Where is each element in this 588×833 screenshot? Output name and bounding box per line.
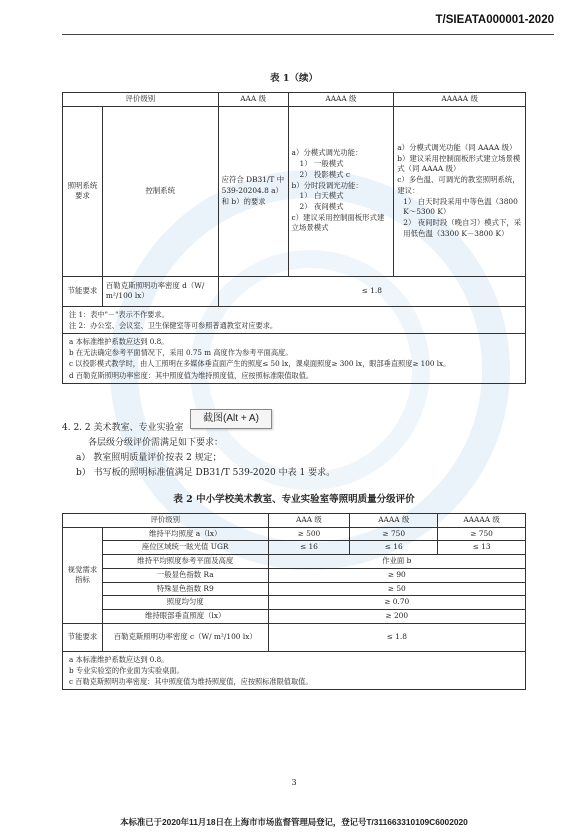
table1-item-energy: 百勒克斯照明功率密度 d（W/ m²/100 lx） xyxy=(102,276,218,306)
table1-notes: 注 1：表中"－"表示不作要求。 注 2：办公室、会议室、卫生保健室等可参照普通教室对应要求。 xyxy=(63,306,526,333)
table2-item: 维持平均照度参考平面及高度 xyxy=(102,555,268,569)
table2-cell: ≥ 50 xyxy=(268,582,525,596)
table1-group-lighting: 照明系统要求 xyxy=(63,106,103,276)
table2-item: 一般显色指数 Ra xyxy=(102,568,268,582)
table1-header-row xyxy=(63,93,526,107)
table1-head-aaa: AAA 级 xyxy=(218,93,288,107)
table1-head-aaaa: AAAA 级 xyxy=(288,93,394,107)
table1-energy-value: ≤ 1.8 xyxy=(218,276,525,306)
table2-energy-value: ≤ 1.8 xyxy=(268,623,525,651)
section-heading: 4. 2. 2 美术教室、专业实验室 xyxy=(62,423,184,433)
document-number: T/SIEATA000001-2020 xyxy=(435,14,554,26)
table2-head-aaaa: AAAA 级 xyxy=(350,514,438,528)
table2-caption: 表 2 中小学校美术教室、专业实验室等照明质量分级评价 xyxy=(173,494,415,505)
table1-head-level: 评价级别 xyxy=(63,93,219,107)
table1-head-aaaaa: AAAAA 级 xyxy=(394,93,526,107)
table2-cell: ≥ 200 xyxy=(268,610,525,624)
table2-head-aaa: AAA 级 xyxy=(268,514,350,528)
table2-cell: ≤ 16 xyxy=(268,541,350,555)
table1-item-control: 控制系统 xyxy=(102,106,218,276)
registration-footer: 本标准已于2020年11月18日在上海市市场监督管理局登记，登记号T/311663310109C6002020 xyxy=(120,817,468,827)
table2-cell: 作业面 b xyxy=(268,555,525,569)
table-row xyxy=(63,582,526,596)
table2-cell: ≥ 750 xyxy=(438,527,526,541)
table-row xyxy=(63,541,526,555)
table-row xyxy=(63,596,526,610)
table2-cell: ≤ 13 xyxy=(438,541,526,555)
table2-item: 维持眼部垂直照度（lx） xyxy=(102,610,268,624)
table-row xyxy=(63,555,526,569)
table1-control-aaa: 应符合 DB31/T 中 539-20204.8 a）和 b）的要求 xyxy=(218,106,288,276)
table1-row-control xyxy=(63,106,526,276)
table2-item: 特殊显色指数 R9 xyxy=(102,582,268,596)
table1-control-aaaaa: a）分模式调光功能（同 AAAA 级） b）建议采用控制面板形式建立场景模式（同 AAAA 级） c）多色温、可调光的教室照明系统，建议： 1） 白天时段采用中等色温（3800 K～5300 K） 2） 夜间时段（晚自习）模式下，采用低色温（3300 K－3800 K） xyxy=(394,106,526,276)
section-line-3: b） 书写板的照明标准值满足 DB31/T 539-2020 中表 1 要求。 xyxy=(76,468,336,478)
table2-header-row xyxy=(63,514,526,528)
table2-head-aaaaa: AAAAA 级 xyxy=(438,514,526,528)
section-line-1: 各层级分级评价需满足如下要求： xyxy=(88,438,224,448)
table2-row-energy xyxy=(63,623,526,651)
table2-cell: ≥ 750 xyxy=(350,527,438,541)
table2-cell: ≥ 0.70 xyxy=(268,596,525,610)
table2-item: 座位区域统一眩光值 UGR xyxy=(102,541,268,555)
table1-footnotes: a 本标准维护系数应达到 0.8。 b 在无法确定参考平面情况下，采用 0.75 m 高度作为参考平面高度。 c 以投影模式教学时，由人工照明在多媒体垂直面产生的照度≤ 50 lx，课桌面照度≥ 300 lx，眼部垂直照度≥ 100 lx。 d 百勒克斯照明功率密度：其中照度值为维持照度值，应按照标准限值取值。 xyxy=(63,334,526,384)
table2-head-level: 评价级别 xyxy=(63,514,269,528)
table1-row-energy xyxy=(63,276,526,306)
table1 xyxy=(62,92,526,384)
table1-caption: 表 1（续） xyxy=(270,73,318,84)
table-row xyxy=(63,610,526,624)
screenshot-tooltip: 截图(Alt + A) xyxy=(190,409,272,429)
table1-group-energy: 节能要求 xyxy=(63,276,103,306)
table2 xyxy=(62,513,526,690)
table1-footnotes-row xyxy=(63,334,526,384)
table2-footnotes-row xyxy=(63,651,526,689)
table2-footnotes: a 本标准维护系数应达到 0.8。 b 专业实验室的作业面为实验桌面。 c 百勒克斯照明功率密度：其中照度值为维持照度值，应按照标准限值取值。 xyxy=(63,651,526,689)
table1-control-aaaa: a）分模式调光功能： 1） 一般模式 2） 投影模式 c b）分时段调光功能： 1） 白天模式 2） 夜间模式 c）建议采用控制面板形式建立场景模式 xyxy=(288,106,394,276)
section-line-2: a） 教室照明质量评价按表 2 规定； xyxy=(76,453,222,463)
table2-item-energy: 百勒克斯照明功率密度 c（W/ m²/100 lx） xyxy=(102,623,268,651)
table2-item: 照度均匀度 xyxy=(102,596,268,610)
table2-cell: ≤ 16 xyxy=(350,541,438,555)
table2-group-visual: 视觉需求指标 xyxy=(63,527,103,623)
table2-group-energy: 节能要求 xyxy=(63,623,103,651)
page-number: 3 xyxy=(291,778,297,787)
header-rule xyxy=(62,34,554,35)
table1-notes-row xyxy=(63,306,526,333)
table2-cell: ≥ 500 xyxy=(268,527,350,541)
table-row xyxy=(63,527,526,541)
table-row xyxy=(63,568,526,582)
table2-item: 维持平均照度 a（lx） xyxy=(102,527,268,541)
table2-cell: ≥ 90 xyxy=(268,568,525,582)
